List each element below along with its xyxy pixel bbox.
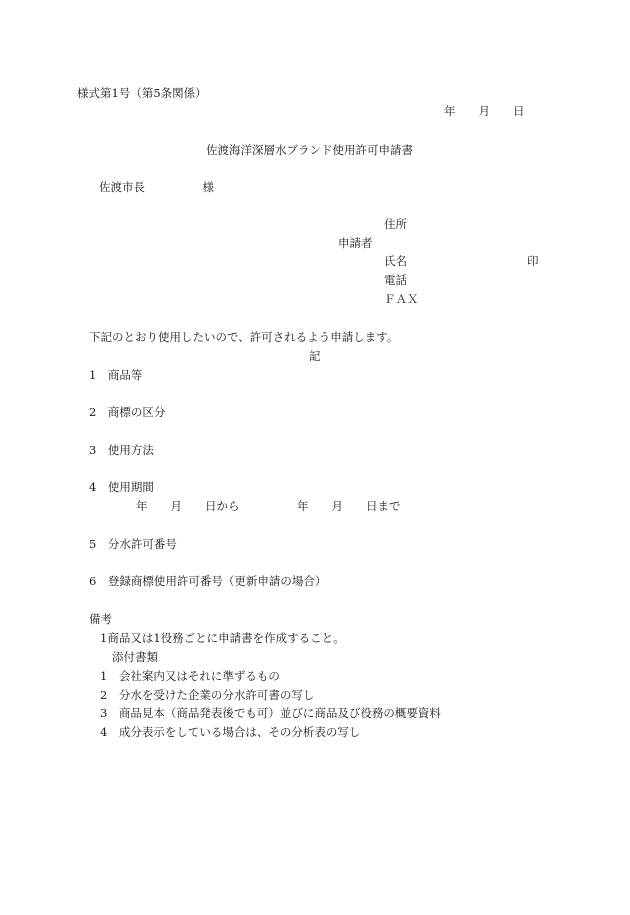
form-number: 様式第1号（第5条関係） bbox=[77, 86, 207, 100]
seal-mark: 印 bbox=[527, 254, 539, 268]
usage-period-dates: 年 月 日から 年 月 日まで bbox=[136, 499, 401, 513]
intro-text: 下記のとおり使用したいので、許可されるよう申請します。 bbox=[89, 330, 399, 344]
address-label: 住所 bbox=[384, 217, 407, 231]
attachment-item: 2 分水を受けた企業の分水許可書の写し bbox=[100, 688, 315, 702]
item-usage-method: 3 使用方法 bbox=[89, 443, 154, 457]
addressee: 佐渡市長 様 bbox=[99, 180, 214, 194]
item-products: 1 商品等 bbox=[89, 368, 143, 382]
item-usage-period: 4 使用期間 bbox=[89, 480, 154, 494]
remarks-heading: 備考 bbox=[89, 612, 112, 626]
document-title: 佐渡海洋深層水ブランド使用許可申請書 bbox=[206, 143, 413, 157]
remarks-note: 1商品又は1役務ごとに申請書を作成すること。 bbox=[100, 631, 345, 645]
attachments-heading: 添付書類 bbox=[112, 650, 158, 664]
item-trademark-class: 2 商標の区分 bbox=[89, 405, 166, 419]
name-label: 氏名 bbox=[384, 254, 407, 268]
ki-mark: 記 bbox=[309, 349, 321, 363]
item-water-permit-number: 5 分水許可番号 bbox=[89, 537, 177, 551]
applicant-label: 申請者 bbox=[338, 236, 373, 250]
fax-label: ＦＡＸ bbox=[384, 292, 419, 306]
item-trademark-permit-number: 6 登録商標使用許可番号（更新申請の場合） bbox=[89, 574, 327, 588]
phone-label: 電話 bbox=[384, 273, 407, 287]
attachment-item: 1 会社案内又はそれに準ずるもの bbox=[100, 669, 280, 683]
attachment-item: 3 商品見本（商品発表後でも可）並びに商品及び役務の概要資料 bbox=[100, 706, 441, 720]
attachment-item: 4 成分表示をしている場合は、その分析表の写し bbox=[100, 725, 361, 739]
date-line: 年 月 日 bbox=[444, 104, 525, 118]
